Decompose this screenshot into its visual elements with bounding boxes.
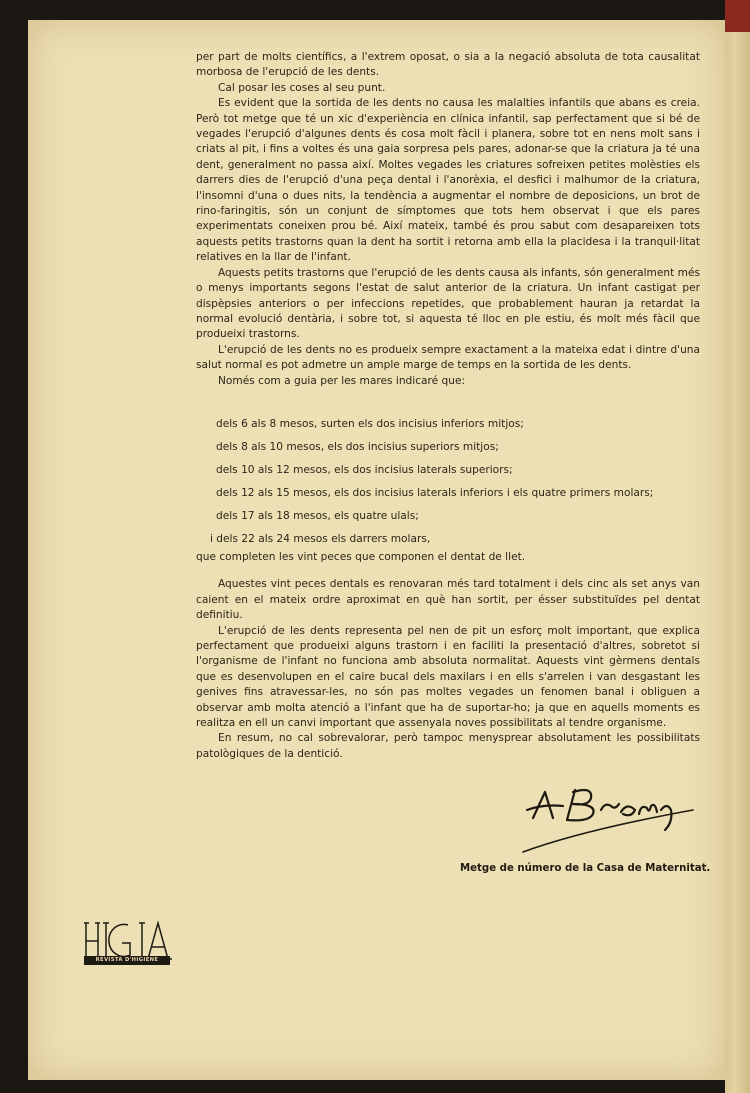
- paragraph: Cal posar les coses al seu punt.: [218, 81, 386, 94]
- list-item: dels 17 als 18 mesos, els quatre ulals;: [216, 510, 419, 522]
- signature-caption: Metge de número de la Casa de Maternitat.: [460, 863, 711, 874]
- paragraph: Es evident que la sortida de les dents no causa les malalties infantils que abans es creia. Però tot metge que té un xic d'experiència en clínica infantil, sap perfectament que si bé de vegades l'erupció d'algunes dents és cosa molt fàcil i planera, sobre tot en nens molt sans i criats al pit, i fins a voltes és una gaia sorpresa pels pares, adonar-se que la criatura ja té una dent, generalment no passa així. Moltes vegades les criatures sofreixen petites molèsties els darrers dies de l'erupció d'una peça dental i l'anorèxia, el desfici i malhumor de la criatura, l'insomni d'una o dues nits, la tendència a augmentar el nombre de deposicions, un brot de rino-faringitis, són un conjunt de símptomes que tots hem observat i que els pares experimentats coneixen prou bé. Així mateix, també és prou sabut com desapareixen tots aquests petits trastorns quan la dent ha sortit i retorna amb ella la placidesa i la tranquil·litat relatives en la llar de l'infant.: [196, 97, 700, 264]
- list-item: dels 12 als 15 mesos, els dos incisius laterals inferiors i els quatre primers molars;: [216, 487, 654, 499]
- adjacent-page-edge: [725, 0, 750, 1093]
- list-item: dels 6 als 8 mesos, surten els dos incisius inferiors mitjos;: [216, 418, 524, 430]
- paragraph: Només com a guia per les mares indicaré que:: [218, 374, 466, 387]
- paragraph: L'erupció de les dents no es produeix sempre exactament a la mateixa edat i dintre d'una salut normal es pot admetre un ample marge de temps en la sortida de les dents.: [196, 343, 700, 372]
- handwritten-signature: [493, 780, 703, 860]
- paragraph: L'erupció de les dents representa pel nen de pit un esforç molt important, que explica perfectament que produeixi alguns trastorn i en faciliti la presentació d'altres, sobretot si l'organisme de l'infant no funciona amb absoluta normalitat. Aquests vint gèrmens dentals que es desenvolupen en el caire bucal dels maxilars i en ells s'arrelen i van desgastant les genives fins atravessar-les, no són pas moltes vegades un fenomen banal i obliguen a observar amb molta atenció a l'infant que ha de suportar-ho; ja que en aquells moments es realitza en ell un canvi important que assenyala noves possibilitats al tendre organisme.: [196, 624, 700, 730]
- closing-text-block: [196, 550, 700, 762]
- list-item: dels 8 als 10 mesos, els dos incisius superiors mitjos;: [216, 441, 499, 453]
- list-item: i dels 22 als 24 mesos els darrers molars,: [210, 533, 431, 545]
- paragraph: En resum, no cal sobrevalorar, però tampoc menysprear absolutament les possibilitats patològiques de la dentició.: [196, 732, 700, 760]
- binding-ribbon: [725, 0, 750, 32]
- list-item: dels 10 als 12 mesos, els dos incisius laterals superiors;: [216, 464, 513, 476]
- logo-subtitle: REVISTA D'HIGIENE: [84, 956, 170, 965]
- paragraph: per part de molts científics, a l'extrem oposat, o sia a la negació absoluta de tota causalitat morbosa de l'erupció de les dents.: [196, 51, 700, 79]
- list-closing: que completen les vint peces que componen el dentat de llet.: [196, 551, 526, 563]
- document-page: [28, 20, 725, 1080]
- intro-text-block: [196, 50, 700, 389]
- paragraph: Aquestes vint peces dentals es renovaran més tard totalment i dels cinc als set anys van caient en el mateix ordre aproximat en què han sortit, per ésser substituïdes pel dentat definitiu.: [196, 578, 700, 622]
- paragraph: Aquests petits trastorns que l'erupció de les dents causa als infants, són generalment més o menys importants segons l'estat de salut anterior de la criatura. Un infant castigat per dispèpsies anteriors o per infeccions repetides, que probablement hauran ja retardat la normal evolució dentària, i sobre tot, si aquesta té lloc en ple estiu, és molt més fàcil que produeixi trastorns.: [196, 266, 700, 341]
